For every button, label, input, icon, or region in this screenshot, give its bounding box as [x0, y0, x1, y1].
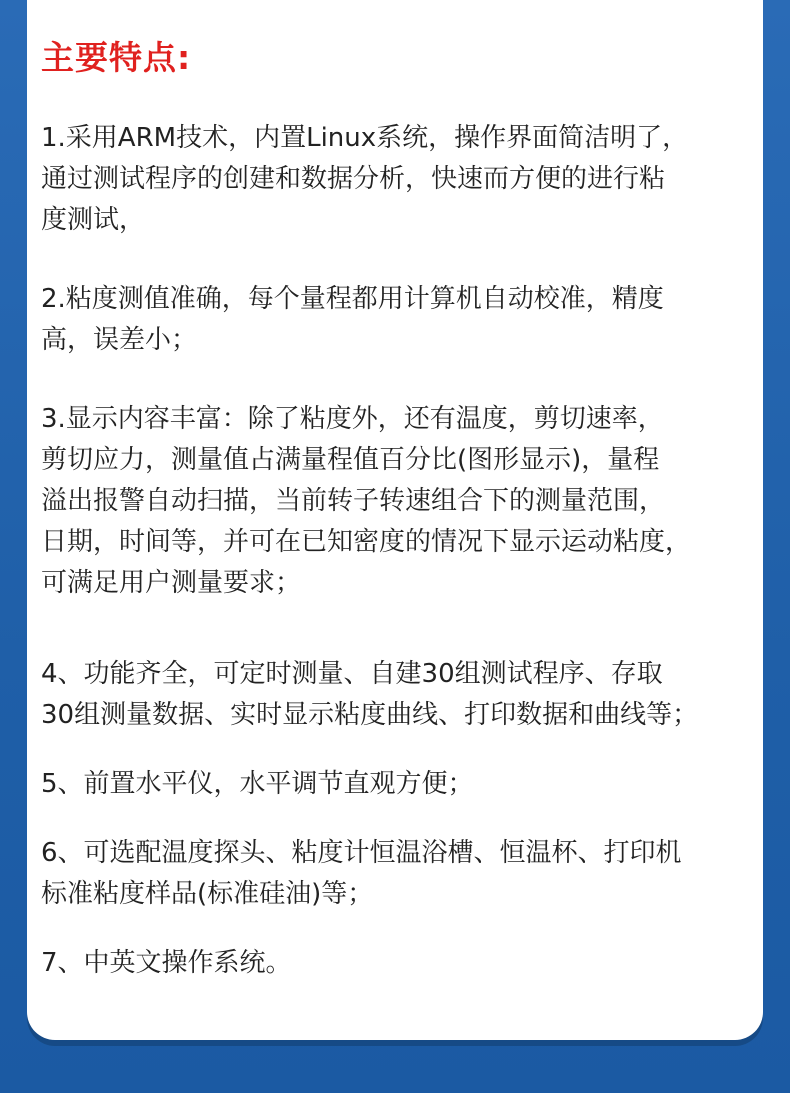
feature-item-1: 1.采用ARM技术，内置Linux系统，操作界面简洁明了， 通过测试程序的创建和数据分析，快速而方便的进行粘 度测试， [41, 123, 689, 235]
feature-item-2: 2.粘度测值准确，每个量程都用计算机自动校准，精度 高，误差小； [41, 284, 664, 355]
feature-item-4: 4、功能齐全，可定时测量、自建30组测试程序、存取 30组测量数据、实时显示粘度曲线、打印数据和曲线等； [41, 659, 699, 730]
features-heading: 主要特点: [41, 38, 192, 77]
feature-item-6: 6、可选配温度探头、粘度计恒温浴槽、恒温杯、打印机 标准粘度样品(标准硅油)等； [41, 838, 682, 909]
feature-item-7: 7、中英文操作系统。 [41, 948, 292, 978]
content-card [27, 0, 763, 1040]
feature-item-3: 3.显示内容丰富：除了粘度外，还有温度，剪切速率， 剪切应力，测量值占满量程值百分比(图形显示)，量程 溢出报警自动扫描，当前转子转速组合下的测量范围， 日期，时间等，并可在已知密度的情况下显示运动粘度， 可满足用户测量要求； [41, 404, 692, 598]
feature-item-5: 5、前置水平仪，水平调节直观方便； [41, 769, 474, 799]
